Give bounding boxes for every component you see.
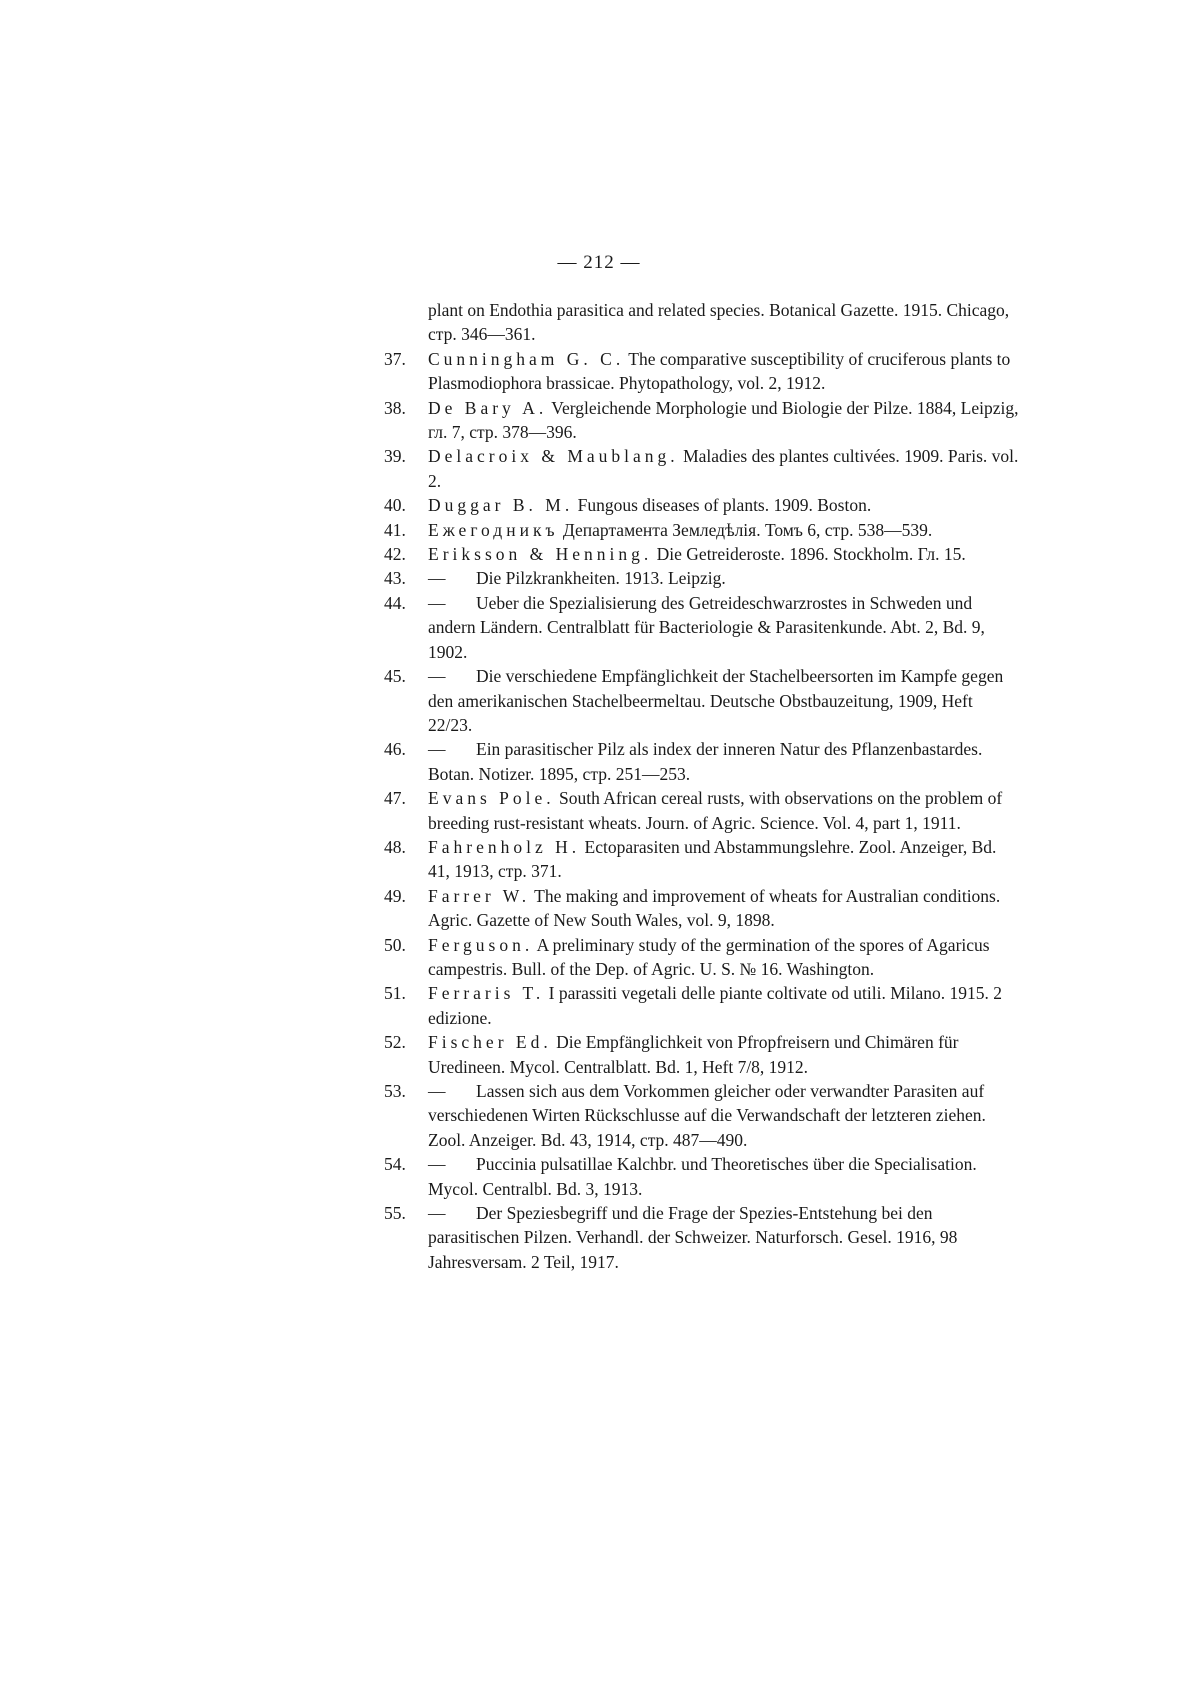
- entry-text: A preliminary study of the germination of the spores of Agaricus campestris. Bull. of the Dep. of Agric. U. S. № 16. Washington.: [428, 934, 990, 979]
- entry-author: —: [428, 1154, 446, 1175]
- entry-author: —: [428, 568, 446, 589]
- entry-number: 44.: [384, 592, 406, 613]
- entry-number: 50.: [384, 934, 406, 955]
- entry-author: Delacroix & Maublang.: [428, 446, 679, 467]
- bibliography-entry: [358, 981, 1020, 1030]
- entry-number: 38.: [384, 397, 406, 418]
- entry-number: 53.: [384, 1081, 406, 1101]
- bibliography-entry: [358, 444, 1020, 493]
- bibliography-entry: [358, 1152, 1020, 1201]
- entry-number: 37.: [384, 348, 406, 369]
- entry-text: Ein parasitischer Pilz als index der inneren Natur des Pflanzenbastardes. Botan. Notizer. 1895, стр. 251—253.: [428, 739, 983, 784]
- entry-number: 45.: [384, 666, 406, 687]
- bibliography-entry: [358, 933, 1020, 982]
- bibliography-entry: [358, 396, 1020, 445]
- bibliography-entry: [358, 884, 1020, 933]
- entry-author: Ежегодникъ: [428, 519, 559, 540]
- bibliography-entry: [358, 664, 1020, 737]
- entry-number: 46.: [384, 739, 406, 760]
- entry-text: Fungous diseases of plants. 1909. Boston.: [577, 495, 872, 516]
- entry-number: 43.: [384, 568, 406, 589]
- bibliography-entry: [358, 1030, 1020, 1079]
- entry-text: The comparative susceptibility of cruciferous plants to Plasmodiophora brassicae. Phytopathology, vol. 2, 1912.: [428, 348, 1011, 394]
- entry-author: Fahrenholz H.: [428, 836, 581, 857]
- bibliography-entry: [358, 1201, 1020, 1274]
- entry-author: Cunningham G. C.: [428, 348, 625, 369]
- bibliography-entry: [358, 518, 1020, 542]
- entry-author: Eriksson & Henning.: [428, 544, 653, 565]
- entry-text: Maladies des plantes cultivées. 1909. Paris. vol. 2.: [428, 446, 1019, 491]
- entry-number: 39.: [384, 446, 406, 467]
- entry-author: De Bary A.: [428, 397, 548, 418]
- entry-author: —: [428, 666, 446, 687]
- entry-author: —: [428, 1203, 446, 1224]
- entry-number: 41.: [384, 519, 406, 540]
- bibliography-entry: [358, 786, 1020, 835]
- entry-author: —: [428, 1081, 446, 1101]
- entry-text: Vergleichende Morphologie und Biologie der Pilze. 1884, Leipzig, гл. 7, стр. 378—396.: [428, 397, 1019, 443]
- entry-number: 40.: [384, 495, 406, 516]
- entry-number: 42.: [384, 544, 406, 565]
- entry-text: plant on Endothia parasitica and related species. Botanical Gazette. 1915. Chicago, стр. 346—361.: [428, 300, 1010, 345]
- entry-text: Die Getreideroste. 1896. Stockholm. Гл. 15.: [656, 544, 966, 565]
- entry-author: —: [428, 592, 446, 613]
- bibliography-entry: [358, 493, 1020, 517]
- entry-text: Lassen sich aus dem Vorkommen gleicher oder verwandter Parasiten auf verschiedenen Wirten Rückschlusse auf die Verwandschaft der letzteren ziehen. Zool. Anzeiger. Bd. 43, 1914, стр. 487—490.: [428, 1081, 986, 1150]
- entry-author: Evans Pole.: [428, 788, 555, 809]
- entry-number: 54.: [384, 1154, 406, 1175]
- entry-author: —: [428, 739, 446, 760]
- entry-text: Ectoparasiten und Abstammungslehre. Zool. Anzeiger, Bd. 41, 1913, стр. 371.: [428, 836, 997, 882]
- entry-author: Farrer W.: [428, 885, 531, 906]
- bibliography-entry: [358, 1079, 1020, 1152]
- entry-text: Die Pilzkrankheiten. 1913. Leipzig.: [476, 568, 726, 589]
- entry-text: Die Empfänglichkeit von Pfropfreisern und Chimären für Uredineen. Mycol. Centralblatt. Bd. 1, Heft 7/8, 1912.: [428, 1032, 959, 1077]
- entry-author: Fischer Ed.: [428, 1032, 552, 1053]
- entry-text: Ueber die Spezialisierung des Getreideschwarzrostes in Schweden und andern Ländern. Centralblatt für Bacteriologie & Parasitenkunde. Abt. 2, Bd. 9, 1902.: [428, 592, 985, 662]
- entry-text: I parassiti vegetali delle piante coltivate od utili. Milano. 1915. 2 edizione.: [428, 983, 1003, 1028]
- entry-number: 52.: [384, 1032, 406, 1053]
- entry-author: Ferguson.: [428, 934, 534, 955]
- entry-text: South African cereal rusts, with observations on the problem of breeding rust-resistant wheats. Journ. of Agric. Science. Vol. 4, part 1, 1911.: [428, 788, 1003, 833]
- page-number: — 212 —: [557, 252, 641, 273]
- entry-text: Puccinia pulsatillae Kalchbr. und Theoretisches über die Specialisation. Mycol. Centralbl. Bd. 3, 1913.: [428, 1154, 977, 1199]
- bibliography-entry: [358, 566, 1020, 590]
- bibliography-entry: [358, 542, 1020, 566]
- entry-text: Der Speziesbegriff und die Frage der Spezies-Entstehung bei den parasitischen Pilzen. Verhandl. der Schweizer. Naturforsch. Gesel. 1916, 98 Jahresversam. 2 Teil, 1917.: [428, 1203, 958, 1272]
- bibliography-entry: [358, 737, 1020, 786]
- bibliography-entry: [358, 835, 1020, 884]
- entry-author: Ferraris T.: [428, 983, 545, 1004]
- bibliography-entry: [358, 347, 1020, 396]
- entry-author: Duggar B. M.: [428, 495, 574, 516]
- entry-number: 48.: [384, 836, 406, 857]
- entry-number: 47.: [384, 788, 406, 809]
- bibliography-entry: [358, 298, 1020, 347]
- entry-number: 55.: [384, 1203, 406, 1224]
- bibliography-entry: [358, 591, 1020, 664]
- entry-text: Департамента Земледѣлія. Томъ 6, стр. 538—539.: [562, 519, 933, 540]
- entry-text: The making and improvement of wheats for Australian conditions. Agric. Gazette of New South Wales, vol. 9, 1898.: [428, 885, 1001, 931]
- entry-text: Die verschiedene Empfänglichkeit der Stachelbeersorten im Kampfe gegen den amerikanischen Stachelbeermeltau. Deutsche Obstbauzeitung, 1909, Heft 22/23.: [428, 666, 1004, 735]
- bibliography-list: [358, 298, 1020, 1274]
- entry-number: 49.: [384, 885, 406, 906]
- entry-number: 51.: [384, 983, 406, 1004]
